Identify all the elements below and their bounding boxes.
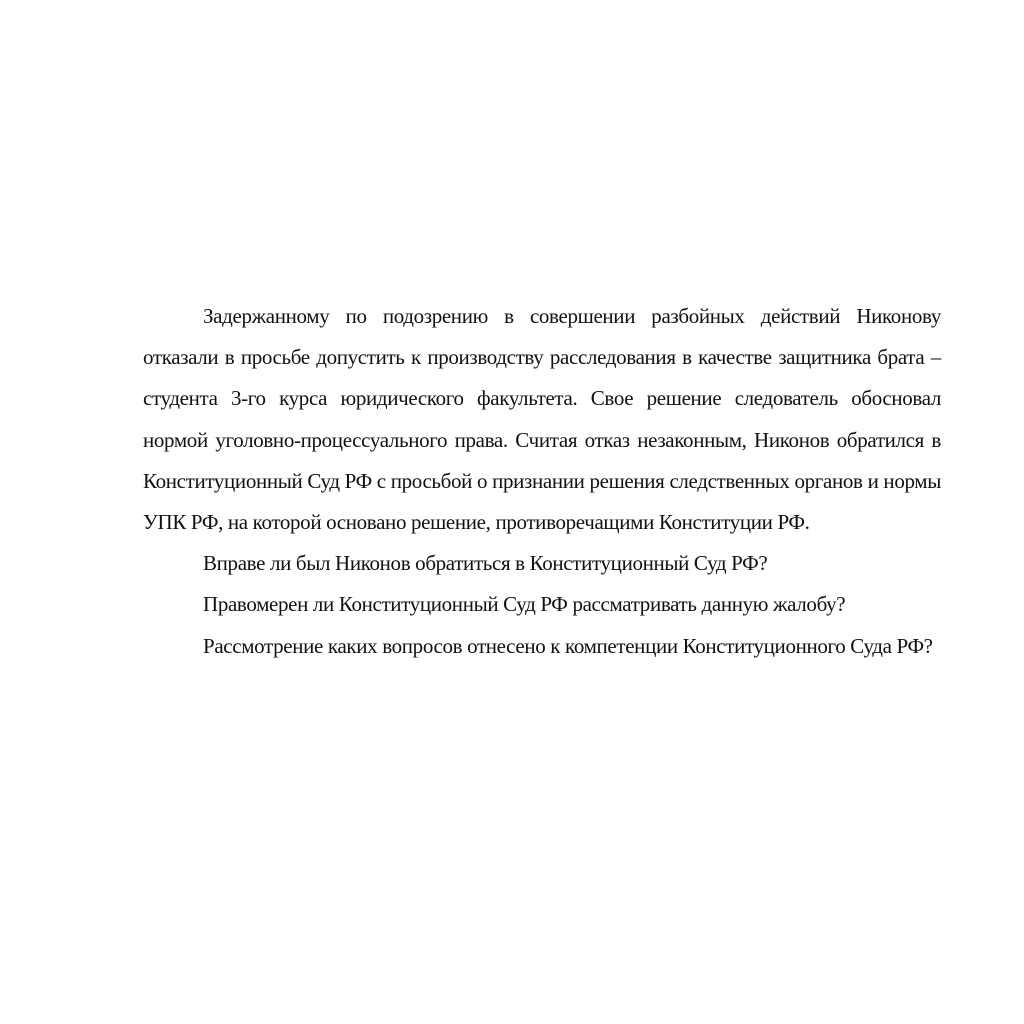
question-2-paragraph: Правомерен ли Конституционный Суд РФ рассматривать данную жалобу? <box>203 592 846 617</box>
document-page <box>143 296 941 667</box>
question-3-paragraph: Рассмотрение каких вопросов отнесено к компетенции Конституционного Суда РФ? <box>203 633 933 658</box>
case-description-paragraph: Задержанному по подозрению в совершении разбойных действий Никонову отказали в просьбе допустить к производству расследования в качестве защитника брата – студента 3-го курса юридического факультета. Свое решение следователь обосновал нормой уголовно-процессуального права. Считая отказ незаконным, Никонов обратился в Конституционный Суд РФ с просьбой о признании решения следственных органов и нормы УПК РФ, на которой основано решение, противоречащими Конституции РФ. <box>143 304 941 535</box>
question-1-paragraph: Вправе ли был Никонов обратиться в Конституционный Суд РФ? <box>203 551 768 576</box>
